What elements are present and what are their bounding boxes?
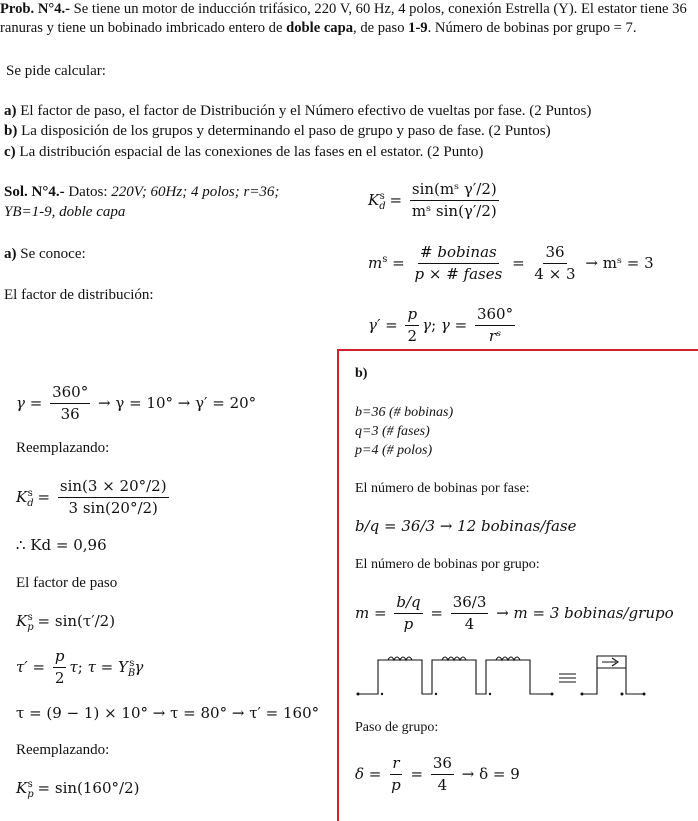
kp-definition: $K_p^s = \sin(\tau'/2)$ xyxy=(16,612,116,633)
question-b-text: La disposición de los grupos y determinando el paso de grupo y paso de fase. (2 Puntos) xyxy=(17,123,551,139)
equivalence-symbol xyxy=(559,674,576,682)
gamma-def-den-1: 2 xyxy=(407,327,418,346)
kp-val-rhs: = sin(160°/2) xyxy=(37,779,140,797)
pitch-factor-label: El factor de paso xyxy=(16,575,118,591)
gamma-def-den-2: rˢ xyxy=(488,327,502,346)
section-rule-vertical xyxy=(337,349,339,821)
gamma-definition: γ′ = $\frac{p}{2}$ γ; γ = $\frac{360^\circ}{\text{rˢ}}$ xyxy=(368,305,514,346)
solution-data-intro: Datos: xyxy=(64,184,112,200)
gamma-val-den: 36 xyxy=(60,405,80,424)
problem-text-3: . Número de bobinas por grupo = 7. xyxy=(427,20,637,36)
tau-def-den: 2 xyxy=(54,669,65,688)
p-variable: p=4 (# polos) xyxy=(355,443,433,458)
distribution-factor-label: El factor de distribución: xyxy=(4,287,154,303)
delta-rest: → δ = 9 xyxy=(461,764,520,783)
question-c-letter: c) xyxy=(4,144,16,160)
coils-per-group-label: El número de bobinas por grupo: xyxy=(355,557,540,572)
coil-group-diagram xyxy=(352,650,652,700)
question-c-text: La distribución espacial de las conexiones de las fases en el estator. (2 Punto) xyxy=(15,144,484,160)
m-num-1: b/q xyxy=(394,594,422,614)
part-b-heading: b) xyxy=(355,366,368,381)
kd-val-den: 3 sin(20°/2) xyxy=(68,499,158,518)
ms-result: mˢ = 3 xyxy=(602,253,654,272)
part-a-intro-text: Se conoce: xyxy=(16,246,86,262)
problem-statement xyxy=(0,0,694,38)
question-a-text: El factor de paso, el factor de Distribución y el Número efectivo de vueltas por fase. (2 Puntos) xyxy=(16,103,592,119)
question-b xyxy=(4,123,551,140)
gamma-def-num-2: 360° xyxy=(475,306,515,326)
delta-equation: δ = $\frac{r}{p}$ = $\frac{36}{4}$ → δ = 9 xyxy=(355,754,520,795)
q-variable: q=3 (# fases) xyxy=(355,424,430,439)
delta-den-2: 4 xyxy=(437,776,448,795)
delta-den: p xyxy=(391,776,401,795)
tau-def-num: p xyxy=(53,648,67,668)
question-b-letter: b) xyxy=(4,123,18,139)
problem-bold-2: 1-9 xyxy=(408,20,428,36)
group-pitch-label: Paso de grupo: xyxy=(355,720,439,735)
coils-per-phase-label: El número de bobinas por fase: xyxy=(355,481,530,496)
problem-text-2: , de paso xyxy=(353,20,409,36)
solution-header xyxy=(4,184,279,201)
question-c xyxy=(4,144,483,161)
replacing-label-2: Reemplazando: xyxy=(16,742,110,758)
gamma-val-rest: → γ = 10° → γ′ = 20° xyxy=(98,393,257,412)
delta-num-2: 36 xyxy=(431,755,454,775)
ms-den-1: p × # fases xyxy=(414,265,503,284)
gamma-value-eq: γ = $\frac{360^\circ}{36}$ → γ = 10° → γ′ = 20° xyxy=(16,383,257,424)
ms-num-1: # bobinas xyxy=(418,244,499,264)
b-variable: b=36 (# bobinas) xyxy=(355,405,454,420)
problem-label: Prob. N°4.- xyxy=(0,1,71,17)
section-rule-horizontal xyxy=(337,349,698,351)
ms-definition: $m^s$ = $\frac{\text{\# bobinas}}{\text{p × \# fases}}$ = $\frac{36}{4 \times 3}$ → mˢ = 3 xyxy=(368,243,654,284)
kd-result: ∴ Kd = 0,96 xyxy=(16,536,107,554)
coil-group-waveform xyxy=(358,660,552,694)
arrow-icon xyxy=(602,658,618,666)
tau-definition: τ′ = $\frac{p}{2}$ τ; $\tau = Y_B^s\gamma$ xyxy=(16,647,144,688)
replacing-label-1: Reemplazando: xyxy=(16,440,110,456)
ms-den-2: 4 × 3 xyxy=(534,265,576,284)
m-num-2: 36/3 xyxy=(451,594,489,614)
m-den-1: p xyxy=(403,615,414,634)
part-a-heading: a) xyxy=(4,246,17,262)
kd-def-den: mˢ sin(γ′/2) xyxy=(411,202,497,221)
tau-value-eq: τ = (9 − 1) × 10° → τ = 80° → τ′ = 160° xyxy=(16,704,320,722)
gamma-def-num-1: p xyxy=(405,306,419,326)
solution-data-2: YB=1-9, doble capa xyxy=(4,204,126,220)
m-equation: m = $\frac{b/q}{p}$ = $\frac{36/3}{4}$ → m = 3 bobinas/grupo xyxy=(355,593,674,634)
m-rest: → m = 3 bobinas/grupo xyxy=(496,603,674,622)
question-a-letter: a) xyxy=(4,103,17,119)
part-a-intro xyxy=(4,246,86,263)
kd-def-num: sin(mˢ γ′/2) xyxy=(410,181,499,201)
ms-num-2: 36 xyxy=(543,244,566,264)
coils-per-phase-eq: b/q = 36/3 → 12 bobinas/fase xyxy=(355,517,577,535)
problem-text-1: Se tiene un motor de inducción trifásico, 220 V, 60 Hz, 4 polos, conexión Estrella (Y). El estator tiene 36 ranuras y tiene un bobinado imbricado entero de xyxy=(0,1,687,36)
gamma-val-num: 360° xyxy=(50,384,90,404)
request-text: Se pide calcular: xyxy=(6,63,106,79)
kp-value-eq: $K_p^s = \sin(160^\circ/2)$ xyxy=(16,779,140,800)
question-a xyxy=(4,103,591,120)
kd-value-eq: $K_d^s$ = $\frac{\sin(3 \times 20^\circ/2)}{3 \sin(20^\circ/2)}$ xyxy=(16,477,167,518)
kd-val-num: sin(3 × 20°/2) xyxy=(58,478,169,498)
m-den-2: 4 xyxy=(464,615,475,634)
solution-data-1: 220V; 60Hz; 4 polos; r=36; xyxy=(111,184,280,200)
kd-definition: $K_d^s$ = $\frac{\text{sin(mˢ γ′/2)}}{\text{mˢ sin(γ′/2)}}$ xyxy=(368,180,497,221)
problem-bold-1: doble capa xyxy=(286,20,354,36)
delta-num: r xyxy=(390,755,401,775)
kp-def-rhs: = sin(τ′/2) xyxy=(37,612,116,630)
solution-label: Sol. N°4.- xyxy=(4,184,65,200)
